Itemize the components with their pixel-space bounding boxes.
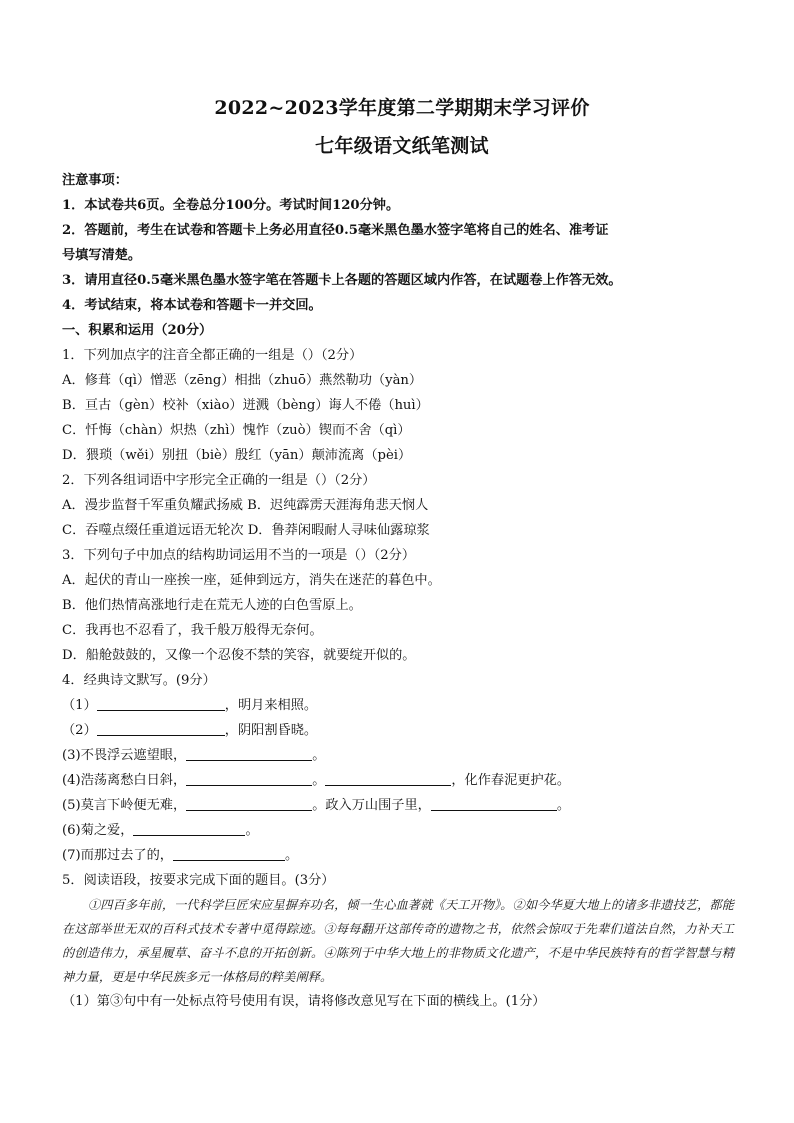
note-item: 号填写清楚。	[62, 248, 142, 263]
question-3-option-c: C．我再也不忍看了，我千般万般得无奈何。	[62, 623, 323, 638]
poem-line-4	[62, 768, 742, 793]
poem-line-text: 浩荡离愁白日斜，	[80, 773, 187, 788]
poem-line-text: 而那过去了的，	[80, 848, 173, 863]
answer-blank[interactable]	[431, 796, 557, 811]
poem-line-6	[62, 818, 742, 843]
note-item: 2．答题前，考生在试卷和答题卡上务必用直径0.5毫米黑色墨水签字笔将自己的姓名、准考证	[62, 223, 609, 238]
exam-page	[62, 96, 742, 1014]
poem-line-1	[62, 693, 742, 718]
question-2-options-ab: A．漫步监督千军重负耀武扬威 B．迟纯霹雳天涯海角悲天悯人	[62, 498, 429, 513]
answer-blank[interactable]	[133, 821, 245, 836]
question-1-option-c: C．忏悔（chàn）炽热（zhì）愧怍（zuò）锲而不舍（qì）	[62, 423, 411, 438]
section-heading: 一、积累和运用（20分）	[62, 323, 213, 338]
question-3-stem: 3．下列句子中加点的结构助词运用不当的一项是（）（2分）	[62, 548, 416, 563]
poem-line-3	[62, 743, 742, 768]
exam-title: 2022~2023学年度第二学期期末学习评价	[214, 97, 590, 119]
question-3-option-a: A．起伏的青山一座挨一座，延伸到远方，消失在迷茫的暮色中。	[62, 573, 441, 588]
note-item: 4．考试结束，将本试卷和答题卡一并交回。	[62, 298, 322, 313]
question-3-option-b: B．他们热情高涨地行走在荒无人迹的白色雪原上。	[62, 598, 362, 613]
poem-line-text: 不畏浮云遮望眼，	[80, 748, 187, 763]
question-5-sub-1: （1）第③句中有一处标点符号使用有误，请将修改意见写在下面的横线上。(1分）	[62, 994, 546, 1009]
answer-blank[interactable]	[186, 771, 312, 786]
exam-subtitle: 七年级语文纸笔测试	[315, 135, 489, 157]
poem-line-number: (6)	[62, 823, 81, 838]
poem-line-text: 菊之爱，	[80, 823, 134, 838]
question-1-stem: 1．下列加点字的注音全都正确的一组是（）（2分）	[62, 348, 363, 363]
poem-line-number: （2）	[62, 723, 97, 738]
poem-line-text: 。	[556, 798, 571, 813]
question-1-option-a: A．修葺（qì）憎恶（zēng）相拙（zhuō）燕然勒功（yàn）	[62, 373, 423, 388]
poem-line-text: 。	[245, 823, 259, 838]
answer-blank[interactable]	[97, 696, 225, 711]
poem-line-text: 。	[312, 773, 326, 788]
question-1-option-d: D．猥琐（wěi）别扭（biè）殷红（yān）颠沛流离（pèi）	[62, 448, 412, 463]
poem-line-text: 莫言下岭便无难，	[80, 798, 187, 813]
note-item: 3．请用直径0.5毫米黑色墨水签字笔在答题卡上各题的答题区域内作答，在试题卷上作答无效。	[62, 273, 622, 288]
question-2-stem: 2．下列各组词语中字形完全正确的一组是（）（2分）	[62, 473, 376, 488]
answer-blank[interactable]	[186, 796, 312, 811]
question-3-option-d: D．船舱鼓鼓的，又像一个忍俊不禁的笑容，就要绽开似的。	[62, 648, 416, 663]
question-5-stem: 5．阅读语段，按要求完成下面的题目。(3分）	[62, 873, 335, 888]
answer-blank[interactable]	[325, 771, 451, 786]
poem-line-number: (7)	[62, 848, 81, 863]
poem-line-2	[62, 718, 742, 743]
poem-line-number: (4)	[62, 773, 81, 788]
answer-blank[interactable]	[186, 746, 312, 761]
answer-blank[interactable]	[97, 721, 225, 736]
poem-line-5	[62, 793, 742, 818]
poem-line-7	[62, 843, 742, 868]
poem-line-text: ，化作春泥更护花。	[451, 773, 571, 788]
question-4-stem: 4．经典诗文默写。(9分）	[62, 673, 216, 688]
poem-line-text: ，阴阳割昏晓。	[224, 723, 318, 738]
poem-line-text: 。政入万山围子里，	[312, 798, 431, 813]
poem-line-number: (5)	[62, 798, 81, 813]
poem-line-text: 。	[312, 748, 326, 763]
poem-line-text: 。	[285, 848, 299, 863]
question-2-options-cd: C．吞噬点缀任重道远语无轮次 D．鲁莽闲暇耐人寻味仙露琼浆	[62, 523, 430, 538]
answer-blank[interactable]	[173, 846, 285, 861]
poem-line-text: ，明月来相照。	[224, 698, 318, 713]
poem-line-number: （1）	[62, 698, 97, 713]
note-item: 1．本试卷共6页。全卷总分100分。考试时间120分钟。	[62, 198, 400, 213]
notes-heading: 注意事项：	[62, 173, 128, 188]
question-1-option-b: B．亘古（gèn）校补（xiào）迸溅（bèng）诲人不倦（huì）	[62, 398, 429, 413]
poem-line-number: (3)	[62, 748, 81, 763]
reading-passage: ①四百多年前，一代科学巨匠宋应星摒弃功名，倾一生心血著就《天工开物》。②如今华夏大地上的诸多非遗技艺，都能在这部举世无双的百科式技术专著中觅得踪迹。③每每翻开这部传奇的遗物之书，依然会惊叹于先辈们道法自然，力补天工的创造伟力，承星履草、奋斗不息的开拓创新。④陈列于中华大地上的非物质文化遗产，不是中华民族特有的哲学智慧与精神力量，更是中华民族多元一体格局的粹美阐释。	[62, 898, 734, 984]
